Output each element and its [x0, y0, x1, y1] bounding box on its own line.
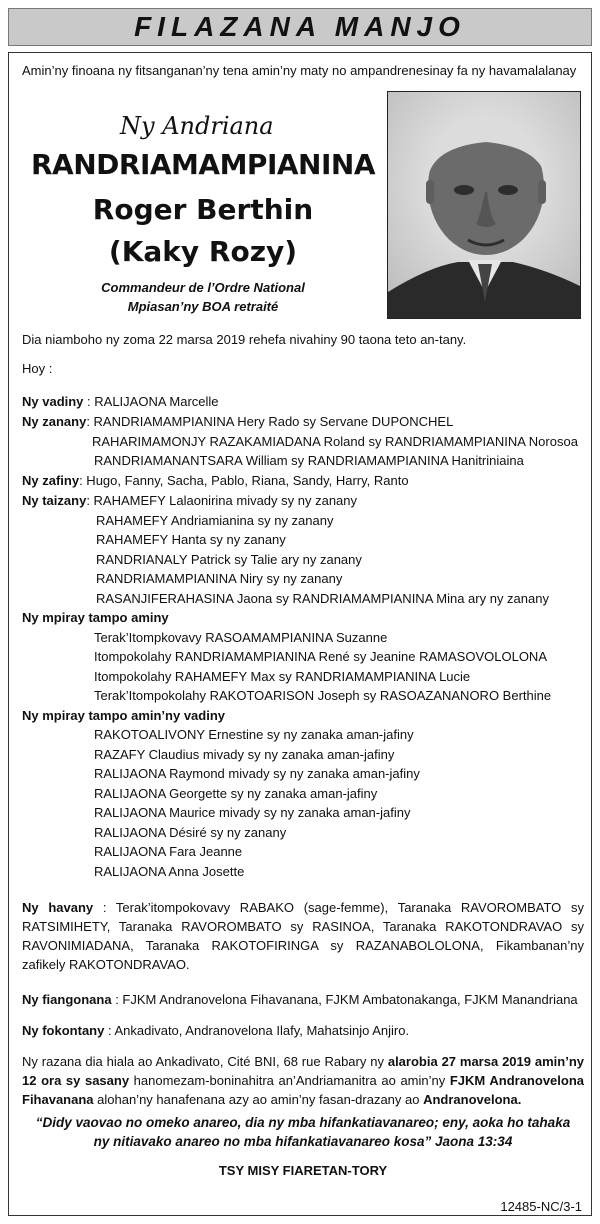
portrait-image	[388, 92, 581, 319]
zafiny-line	[22, 473, 409, 489]
fiangonana-line	[22, 992, 578, 1008]
funeral-text: alohan’ny hanafenana azy ao amin’ny fasan-drazany ao	[93, 1092, 424, 1107]
deceased-nickname: (Kaky Rozy)	[108, 235, 298, 268]
havany-label: Ny havany	[22, 900, 94, 915]
taizany-item: RASANJIFERAHASINA Jaona sy RANDRIAMAMPIANINA Mina ary ny zanany	[96, 591, 549, 606]
funeral-church: FJKM Andranovelona Fihavanana	[22, 1073, 584, 1107]
intro-text: Amin’ny finoana ny fitsanganan’ny tena amin’ny maty no ampandrenesinay fa ny havamalalanay	[22, 63, 577, 78]
deceased-title-2: Mpiasan’ny BOA retraité	[127, 299, 279, 314]
mpiray-tampo-item: Terak’Itompkovavy RASOAMAMPIANINA Suzanne	[94, 630, 388, 645]
mpiray-tampo-label: Ny mpiray tampo aminy	[22, 610, 169, 625]
vadiny-value: : RALIJAONA Marcelle	[83, 394, 219, 409]
taizany-item: RANDRIANALY Patrick sy Talie ary ny zanany	[96, 552, 362, 567]
zafiny-label: Ny zafiny	[22, 473, 80, 488]
mpiray-tampo-item: Itompokolahy RAHAMEFY Max sy RANDRIAMAMPIANINA Lucie	[94, 669, 471, 684]
zanany-item: RANDRIAMANANTSARA William sy RANDRIAMAMPIANINA Hanitriniaina	[94, 453, 524, 468]
mpiray-tampo-item: Terak’Itompokolahy RAKOTOARISON Joseph sy RASOAZANANORO Berthine	[94, 688, 552, 703]
vadiny-label: Ny vadiny	[22, 394, 84, 409]
deceased-given-names: Roger Berthin	[92, 193, 314, 226]
mpiray-tampo-vadiny-item: RALIJAONA Anna Josette	[94, 864, 245, 879]
deceased-title-1: Commandeur de l’Ordre National	[101, 280, 305, 295]
taizany-line	[22, 493, 357, 509]
fokontany-text: : Ankadivato, Andranovelona Ilafy, Mahatsinjo Anjiro.	[104, 1023, 410, 1038]
mpiray-tampo-vadiny-item: RAZAFY Claudius mivady sy ny zanaka aman-jafiny	[94, 747, 395, 762]
mpiray-tampo-vadiny-item: RAKOTOALIVONY Ernestine sy ny zanaka aman-jafiny	[94, 727, 414, 742]
funeral-text: Ny razana dia hiala ao Ankadivato, Cité BNI, 68 rue Rabary ny	[22, 1054, 388, 1069]
mpiray-tampo-vadiny-item: RALIJAONA Fara Jeanne	[94, 844, 243, 859]
mpiray-tampo-vadiny-label: Ny mpiray tampo amin’ny vadiny	[22, 708, 226, 723]
zanany-item: RAHARIMAMONJY RAZAKAMIADANA Roland sy RANDRIAMAMPIANINA Norosoa	[92, 434, 578, 449]
funeral-text: hanomezam-boninahitra an’Andriamanitra ao amin’ny	[129, 1073, 450, 1088]
havany-paragraph	[22, 898, 584, 974]
taizany-item: RANDRIAMAMPIANINA Niry sy ny zanany	[96, 571, 343, 586]
header-title: FILAZANA MANJO	[134, 11, 466, 42]
quote-line-1: “Didy vaovao no omeko anareo, dia ny mba hifankatiavanareo; eny, aoka ho tahaka	[35, 1115, 571, 1130]
havany-text: : Terak’itompokovavy RABAKO (sage-femme), Taranaka RAVOROMBATO sy RATSIMIHETY, Taranaka RAVOROMBATO sy RASINOA, Taranaka RAKOTONDRAVAO sy RAVONIMIADANA, Taranaka RAKOTOFIRINGA sy RAZANABOLOLONA, Fikambanan’ny zafikely RAKOTONDRAVAO.	[22, 900, 584, 972]
reference-number: 12485-NC/3-1	[500, 1199, 582, 1214]
mpiray-tampo-item: Itompokolahy RANDRIAMAMPIANINA René sy Jeanine RAMASOVOLOLONA	[94, 649, 547, 664]
funeral-burial-place: Andranovelona.	[423, 1092, 522, 1107]
zanany-label: Ny zanany	[22, 414, 87, 429]
mpiray-tampo-vadiny-item: RALIJAONA Georgette sy ny zanaka aman-jafiny	[94, 786, 378, 801]
zanany-line	[22, 414, 453, 430]
funeral-date: alarobia 27 marsa 2019 amin’ny 12 ora sy sasany	[22, 1054, 584, 1088]
honorific: Ny Andriana	[120, 112, 274, 140]
hoy-label: Hoy :	[22, 361, 53, 376]
vadiny-line	[22, 394, 219, 410]
mpiray-tampo-vadiny-item: RALIJAONA Désiré sy ny zanany	[94, 825, 287, 840]
taizany-item: RAHAMEFY Hanta sy ny zanany	[96, 532, 286, 547]
mpiray-tampo-vadiny-item: RALIJAONA Raymond mivady sy ny zanaka aman-jafiny	[94, 766, 420, 781]
taizany-label: Ny taizany	[22, 493, 87, 508]
fiangonana-text: : FJKM Andranovelona Fihavanana, FJKM Ambatonakanga, FJKM Manandriana	[111, 992, 578, 1007]
fokontany-label: Ny fokontany	[22, 1023, 105, 1038]
header-banner	[8, 8, 592, 46]
bible-quote	[22, 1113, 584, 1151]
taizany-value: : RAHAMEFY Lalaonirina mivady sy ny zanany	[86, 493, 358, 508]
fokontany-line	[22, 1023, 409, 1039]
zafiny-value: : Hugo, Fanny, Sacha, Pablo, Riana, Sandy, Harry, Ranto	[79, 473, 409, 488]
portrait-photo	[387, 91, 581, 319]
taizany-item: RAHAMEFY Andriamianina sy ny zanany	[96, 513, 334, 528]
quote-line-2: ny nitiavako anareo no mba hifankatiavanareo kosa” Jaona 13:34	[93, 1134, 513, 1149]
funeral-paragraph	[22, 1052, 584, 1109]
death-notice: Dia niamboho ny zoma 22 marsa 2019 rehefa nivahiny 90 taona teto an-tany.	[22, 332, 467, 347]
deceased-surname: RANDRIAMAMPIANINA	[30, 148, 375, 181]
fiangonana-label: Ny fiangonana	[22, 992, 112, 1007]
mpiray-tampo-vadiny-item: RALIJAONA Maurice mivady sy ny zanaka aman-jafiny	[94, 805, 411, 820]
zanany-value: : RANDRIAMAMPIANINA Hery Rado sy Servane DUPONCHEL	[86, 414, 454, 429]
signature-line: TSY MISY FIARETAN-TORY	[218, 1163, 388, 1178]
